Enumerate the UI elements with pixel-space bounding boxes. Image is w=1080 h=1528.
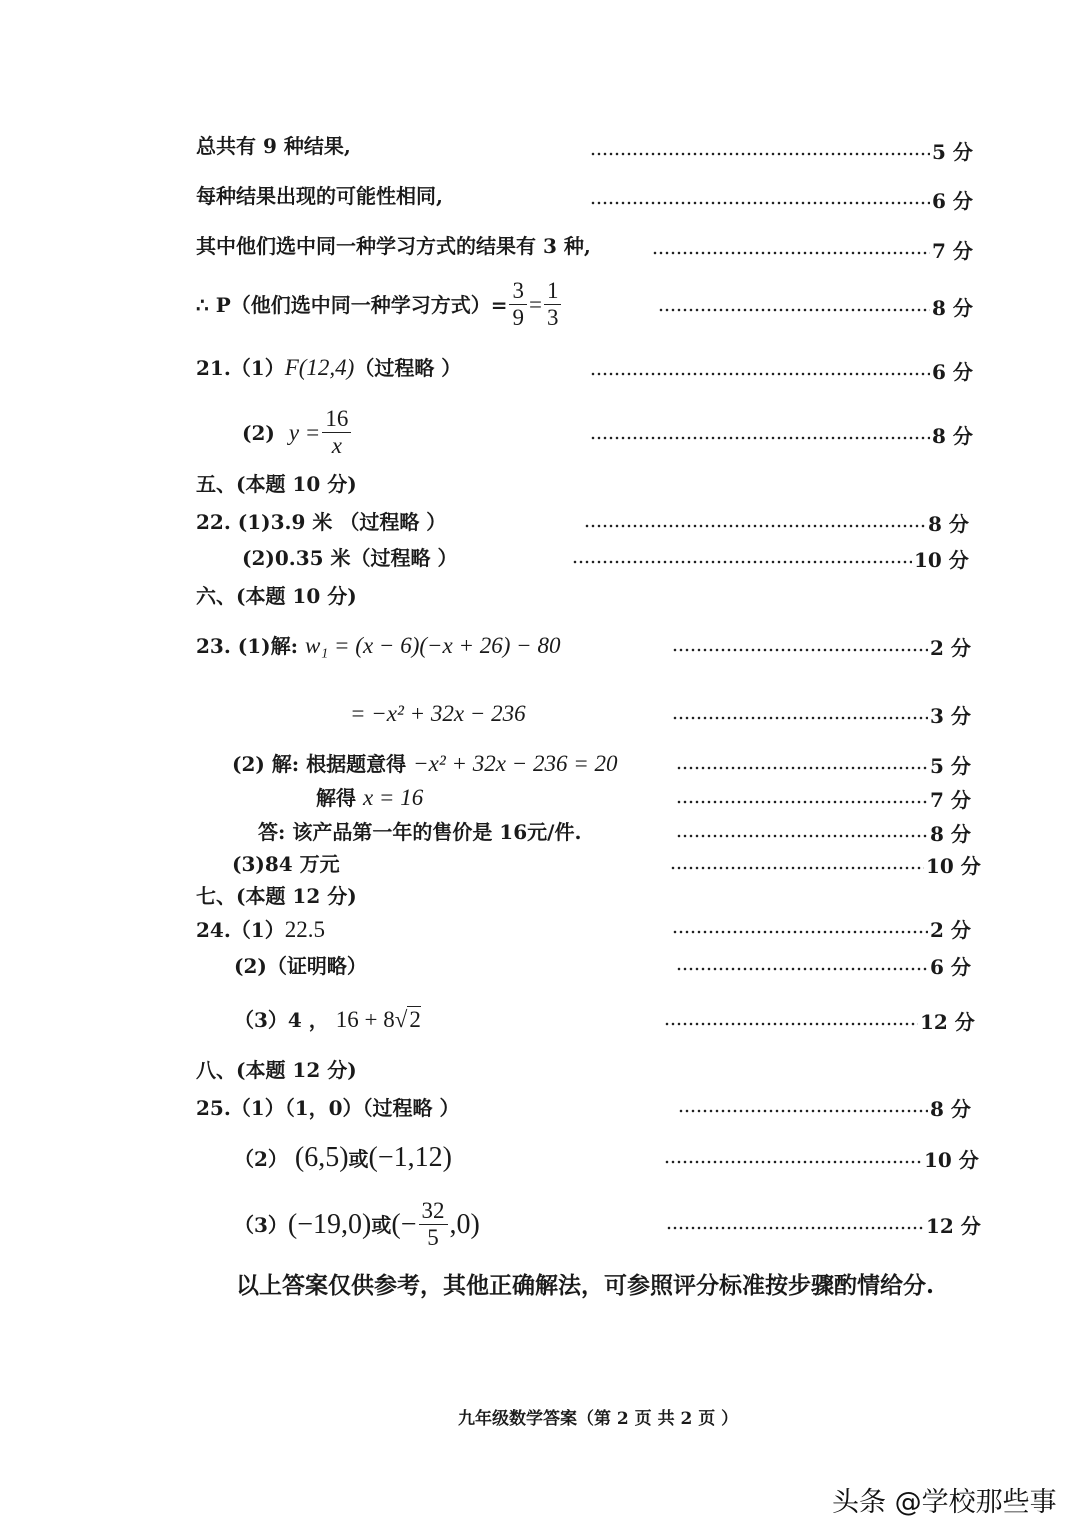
- score: 8 分: [928, 512, 969, 536]
- numerator: 16: [322, 406, 351, 433]
- score-leader: [658, 296, 973, 320]
- score: 5 分: [932, 140, 973, 164]
- fraction: [509, 278, 527, 331]
- label: 21.（1）: [196, 356, 285, 380]
- score: 2 分: [930, 636, 971, 660]
- dot-leader: [590, 372, 930, 376]
- score: 6 分: [932, 360, 973, 384]
- score-leader: [676, 788, 971, 812]
- score: 10 分: [914, 548, 969, 572]
- q24-part1: [196, 918, 325, 942]
- dot-leader: [584, 524, 926, 528]
- score-leader: [590, 140, 973, 164]
- score: 8 分: [930, 822, 971, 846]
- dot-leader: [664, 1022, 918, 1026]
- score: 2 分: [930, 918, 971, 942]
- score-leader: [590, 189, 973, 213]
- score-leader: [676, 754, 971, 778]
- q21-part1: [196, 356, 461, 380]
- math: ,0): [449, 1208, 480, 1240]
- or-text: 或: [348, 1147, 369, 1171]
- answer-line: 每种结果出现的可能性相同,: [196, 184, 443, 208]
- score-leader: [664, 1148, 979, 1172]
- probability-prefix: ∴ P（他们选中同一种学习方式）=: [196, 292, 508, 317]
- score-leader: [664, 1010, 975, 1034]
- equals: =: [528, 291, 542, 317]
- dot-leader: [676, 834, 928, 838]
- score: 3 分: [930, 704, 971, 728]
- q22-part1: 22. (1)3.9 米 （过程略 ）: [196, 510, 447, 534]
- label: 24.（1）: [196, 918, 285, 942]
- section-heading: 八、(本题 12 分): [196, 1058, 357, 1082]
- answer-line: 总共有 9 种结果,: [196, 134, 351, 158]
- score-leader: [672, 704, 971, 728]
- dot-leader: [658, 308, 930, 312]
- q24-part2: (2)（证明略）: [234, 954, 367, 978]
- dot-leader: [672, 716, 928, 720]
- dot-leader: [670, 866, 924, 870]
- numerator: 32: [419, 1198, 448, 1225]
- q23-part2b: [316, 786, 423, 810]
- fraction: [322, 406, 351, 459]
- dot-leader: [678, 1109, 928, 1113]
- math: (6,5): [294, 1142, 349, 1173]
- q25-part2: [234, 1142, 452, 1173]
- score-leader: [676, 955, 971, 979]
- score-leader: [678, 1097, 971, 1121]
- q25-part1: 25.（1）（1，0）（过程略 ）: [196, 1096, 460, 1120]
- q23-part3: (3)84 万元: [232, 852, 340, 876]
- math: (−: [391, 1208, 417, 1240]
- score-leader: [666, 1214, 981, 1238]
- label: 23. (1)解:: [196, 634, 298, 658]
- dot-leader: [676, 800, 928, 804]
- dot-leader: [666, 1226, 924, 1230]
- score-leader: [590, 424, 973, 448]
- math: y =: [288, 419, 321, 445]
- score-leader: [572, 548, 969, 572]
- score-leader: [672, 918, 971, 942]
- score: 8 分: [932, 424, 973, 448]
- dot-leader: [672, 930, 928, 934]
- score: 12 分: [926, 1214, 981, 1238]
- score: 5 分: [930, 754, 971, 778]
- dot-leader: [572, 560, 912, 564]
- note: （过程略 ）: [354, 356, 462, 380]
- math: −x² + 32x − 236 = 20: [413, 751, 618, 776]
- math: (−1,12): [368, 1142, 452, 1173]
- score: 8 分: [932, 296, 973, 320]
- q23-part2c: 答: 该产品第一年的售价是 16元/件.: [258, 820, 582, 844]
- dot-leader: [676, 967, 928, 971]
- dot-leader: [590, 201, 930, 205]
- score-leader: [670, 854, 981, 878]
- math: 16 + 8: [335, 1007, 395, 1032]
- section-heading: 七、(本题 12 分): [196, 884, 357, 908]
- dot-leader: [590, 152, 930, 156]
- watermark: 头条 @学校那些事: [832, 1487, 1057, 1518]
- section-heading: 六、(本题 10 分): [196, 584, 357, 608]
- dot-leader: [652, 251, 930, 255]
- q21-part2: [242, 406, 353, 459]
- dot-leader: [676, 766, 928, 770]
- sqrt-symbol: √: [394, 1007, 408, 1032]
- q25-part3: [234, 1198, 480, 1251]
- q22-part2: (2)0.35 米（过程略 ）: [242, 546, 458, 570]
- score-leader: [676, 822, 971, 846]
- grading-note: 以上答案仅供参考，其他正确解法，可参照评分标准按步骤酌情给分.: [236, 1272, 935, 1299]
- numerator: 1: [544, 278, 562, 305]
- denominator: 3: [546, 305, 559, 330]
- q23-part1b: [350, 702, 526, 726]
- math: w₁ = (x − 6)(−x + 26) − 80: [304, 633, 561, 658]
- dot-leader: [590, 436, 930, 440]
- label: 解得: [316, 786, 356, 810]
- math: (−19,0): [287, 1208, 372, 1240]
- page-footer: 九年级数学答案（第 2 页 共 2 页 ）: [458, 1409, 739, 1429]
- score: 7 分: [932, 239, 973, 263]
- label: （3）: [234, 1212, 288, 1237]
- denominator: 5: [427, 1225, 439, 1250]
- fraction: [544, 278, 562, 331]
- score: 10 分: [924, 1148, 979, 1172]
- score: 8 分: [930, 1097, 971, 1121]
- dot-leader: [672, 648, 928, 652]
- q23-part1a: [196, 634, 560, 658]
- score: 12 分: [920, 1010, 975, 1034]
- fraction: [419, 1198, 448, 1251]
- radicand: 2: [409, 1007, 421, 1032]
- score-leader: [584, 512, 969, 536]
- q23-part2a: [232, 752, 618, 776]
- label: （3）4 ，: [234, 1008, 329, 1032]
- math: F(12,4): [284, 355, 355, 380]
- score-leader: [652, 239, 973, 263]
- q24-part3: [234, 1008, 421, 1032]
- label: （2）: [234, 1147, 288, 1171]
- label: (2): [242, 420, 275, 445]
- denominator: x: [331, 433, 342, 458]
- score-leader: [672, 636, 971, 660]
- score: 7 分: [930, 788, 971, 812]
- math: 22.5: [284, 917, 325, 942]
- score-leader: [590, 360, 973, 384]
- math: x = 16: [362, 785, 424, 810]
- denominator: 9: [512, 305, 524, 330]
- score: 6 分: [932, 189, 973, 213]
- probability-line: [196, 278, 563, 331]
- score: 6 分: [930, 955, 971, 979]
- or-text: 或: [371, 1212, 392, 1237]
- label: (2) 解: 根据题意得: [232, 752, 407, 776]
- math: = −x² + 32x − 236: [350, 701, 526, 726]
- answer-line: 其中他们选中同一种学习方式的结果有 3 种,: [196, 234, 591, 258]
- section-heading: 五、(本题 10 分): [196, 472, 357, 496]
- dot-leader: [664, 1160, 922, 1164]
- score: 10 分: [926, 854, 981, 878]
- numerator: 3: [509, 278, 527, 305]
